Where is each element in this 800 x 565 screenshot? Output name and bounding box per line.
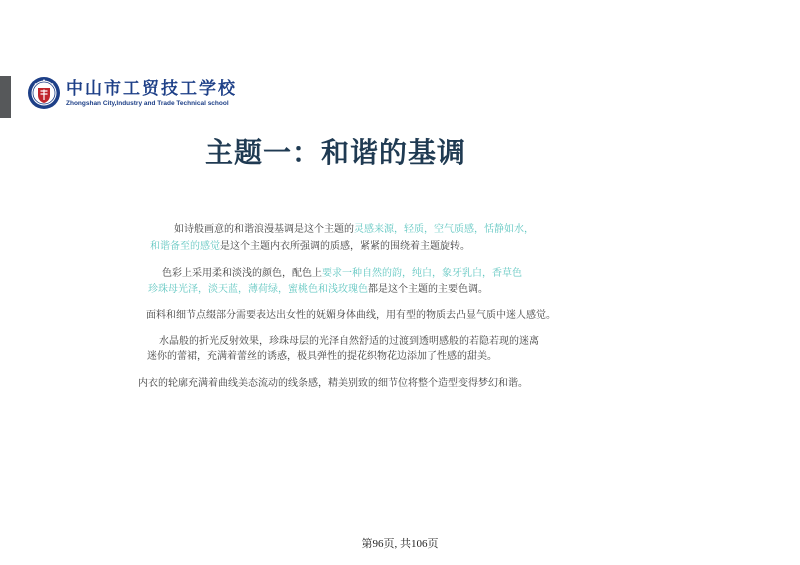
paragraph-2-text: 色彩上采用柔和淡浅的颜色，配色上 — [162, 268, 322, 279]
paragraph-2-line-2 — [148, 283, 488, 297]
paragraph-1-line-1 — [174, 223, 534, 237]
school-name-en: Zhongshan City,Industry and Trade Technical school — [66, 99, 229, 107]
page-title: 主题一：和谐的基调 — [205, 136, 467, 169]
paragraph-4-line-2: 迷你的蕾裙，充满着蕾丝的诱惑，极具弹性的提花织物花边添加了性感的甜美。 — [147, 351, 497, 362]
page-indicator: 第96页, 共106页 — [361, 538, 439, 550]
paragraph-1-text: 如诗般画意的和谐浪漫基调是这个主题的 — [174, 224, 354, 235]
paragraph-1-highlight-2: 和谐备至的感觉 — [150, 241, 220, 252]
paragraph-1-text-2: 是这个主题内衣所强调的质感，紧紧的围绕着主题旋转。 — [220, 241, 470, 252]
paragraph-2-line-1 — [162, 267, 522, 281]
school-seal-icon — [27, 76, 61, 110]
paragraph-1-highlight: 灵感来源，轻质，空气质感，恬静如水， — [354, 224, 534, 235]
paragraph-2-text-2: 都是这个主题的主要色调。 — [368, 284, 488, 295]
school-logo — [27, 75, 237, 111]
paragraph-1-line-2 — [150, 240, 470, 254]
paragraph-5-line-1: 内衣的轮廓充满着曲线美态流动的线条感，精美别致的细节位将整个造型变得梦幻和谐。 — [138, 378, 528, 389]
school-name-cn: 中山市工贸技工学校 — [66, 78, 237, 99]
paragraph-2-highlight: 要求一种自然的韵，纯白，象牙乳白，香草色 — [322, 268, 522, 279]
paragraph-4-line-1: 水晶般的折光反射效果，珍珠母层的光泽自然舒适的过渡到透明感般的若隐若现的迷离 — [159, 336, 539, 347]
paragraph-2-highlight-2: 珍珠母光泽，淡天蓝，薄荷绿，蜜桃色和浅玫瑰色 — [148, 284, 368, 295]
paragraph-3-line-1: 面料和细节点缀部分需要表达出女性的妩媚身体曲线，用有型的物质去凸显气质中迷人感觉。 — [146, 310, 556, 321]
side-accent-bar — [0, 76, 11, 118]
